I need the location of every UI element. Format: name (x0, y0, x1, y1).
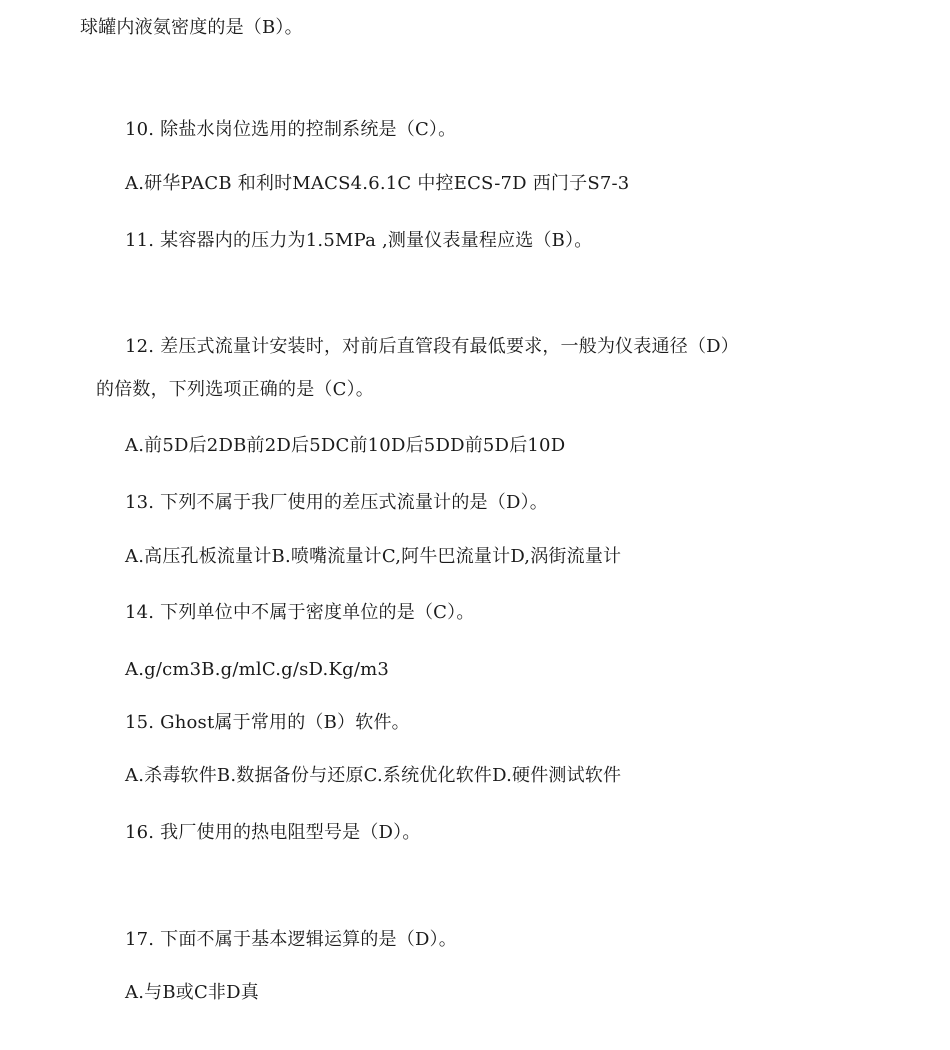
question-11: 11. 某容器内的压力为1.5MPa ,测量仪表量程应选（B）。 (125, 230, 593, 251)
question-12: 12. 差压式流量计安装时，对前后直管段有最低要求，一般为仪表通径（D） (125, 336, 739, 357)
question-17: 17. 下面不属于基本逻辑运算的是（D）。 (125, 929, 457, 950)
options-15: A.杀毒软件B.数据备份与还原C.系统优化软件D.硬件测试软件 (125, 765, 622, 786)
question-14: 14. 下列单位中不属于密度单位的是（C）。 (125, 602, 475, 623)
question-13: 13. 下列不属于我厂使用的差压式流量计的是（D）。 (125, 492, 548, 513)
options-14: A.g/cm3B.g/mlC.g/sD.Kg/m3 (125, 659, 390, 680)
question-16: 16. 我厂使用的热电阻型号是（D）。 (125, 822, 421, 843)
options-17: A.与B或C非D真 (125, 982, 259, 1003)
options-13: A.高压孔板流量计B.喷嘴流量计C,阿牛巴流量计D,涡街流量计 (125, 546, 622, 567)
question-12-continued: 的倍数，下列选项正确的是（C）。 (96, 379, 374, 400)
text-line-1: 球罐内液氨密度的是（B）。 (80, 17, 303, 38)
options-10: A.研华PACB 和利时MACS4.6.1C 中控ECS-7D 西门子S7-3 (125, 173, 630, 194)
options-12: A.前5D后2DB前2D后5DC前10D后5DD前5D后10D (125, 435, 566, 456)
question-15: 15. Ghost属于常用的（B）软件。 (125, 712, 410, 733)
question-10: 10. 除盐水岗位选用的控制系统是（C）。 (125, 119, 457, 140)
